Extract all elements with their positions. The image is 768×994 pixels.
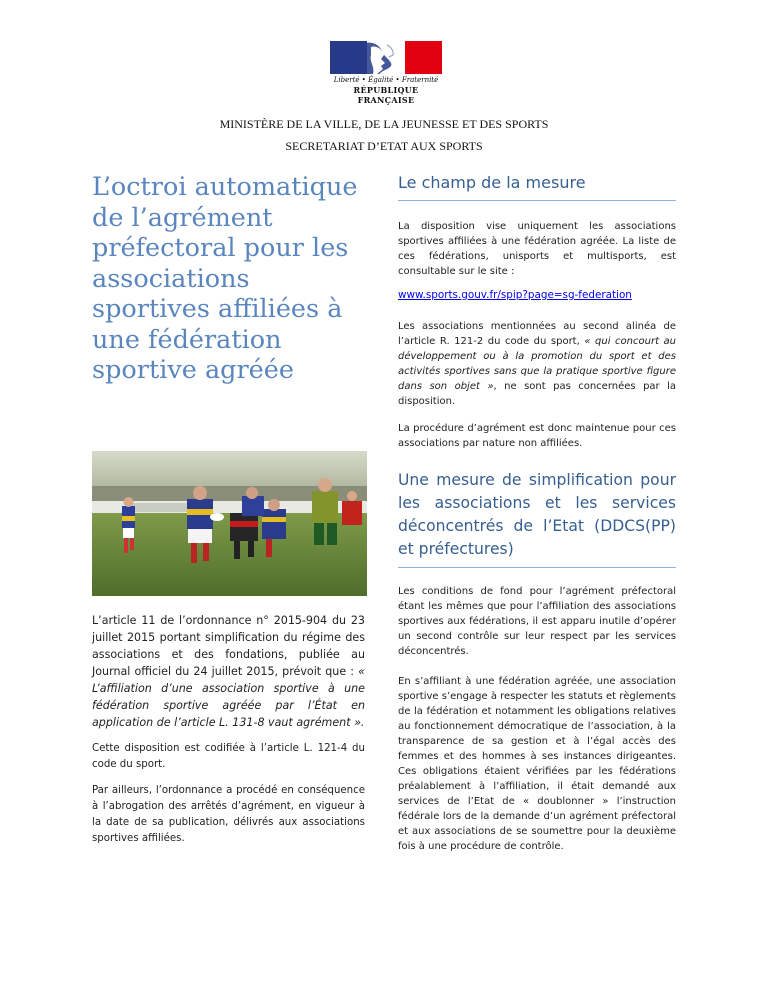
republic-motto: Liberté • Égalité • Fraternité	[333, 76, 439, 84]
ordinance-paragraph	[92, 612, 365, 731]
ministry-name: MINISTÈRE DE LA VILLE, DE LA JEUNESSE ET DES SPORTS	[219, 117, 549, 131]
right-column	[398, 172, 676, 854]
affiliation-paragraph: En s’affiliant à une fédération agréée, une association sportive s’engage à respecter les statuts et règlements de la fédération et notamment les obligations relatives au fonctionnement démocratique de l’association, à la transparence de sa gestion et à l’égal accès des femmes et des hommes à ses instances dirigeantes. Ces obligations étaient vérifiées par les fédérations préalablement à l’affiliation, il était demandé aux services de l’Etat de « doublonner » l’instruction fédérale lors de la demande d’un agrément préfectoral et aux associations de se soumettre pour la deuxième fois à une procédure de contrôle.	[398, 676, 676, 852]
marianne-logo	[330, 41, 442, 105]
document-title: L’octroi automatique de l’agrément préfectoral pour les associations sportives affiliées à une fédération sportive agréée	[92, 172, 358, 385]
scope-paragraph: La disposition vise uniquement les associations sportives affiliées à une fédération agréée. La liste de ces fédérations, unisports et multisports, est consultable sur le site :	[398, 221, 676, 277]
codification-paragraph: Cette disposition est codifiée à l’article L. 121-4 du code du sport.	[92, 743, 365, 770]
abrogation-paragraph: Par ailleurs, l’ordonnance a procédé en conséquence à l’abrogation des arrêtés d’agrément, en vigueur à la date de sa publication, délivrés aux associations sportives affiliées.	[92, 785, 365, 844]
tricolor-flag	[330, 41, 442, 74]
marianne-profile-icon	[361, 41, 409, 74]
excluded-start: Les associations mentionnées au second alinéa de l’article R. 121-2 du code du sport,	[398, 321, 676, 347]
excluded-quote: « qui concourt au développement ou à la promotion du sport et des activités sportives sans que la pratique sportive figure dans son objet »	[398, 336, 676, 392]
federation-list-link[interactable]: www.sports.gouv.fr/spip?page=sg-federation	[398, 289, 632, 301]
ordinance-intro: L’article 11 de l’ordonnance n° 2015-904 du 23 juillet 2015 portant simplification du régime des associations et des fondations, publiée au Journal officiel du 24 juillet 2015, prévoit que :	[92, 614, 365, 678]
secretariat-name: SECRETARIAT D’ETAT AUX SPORTS	[285, 139, 483, 153]
excluded-associations-paragraph	[398, 319, 676, 409]
republic-name: RÉPUBLIQUE FRANÇAISE	[353, 85, 419, 105]
section-heading-simplification: Une mesure de simplification pour les associations et les services déconcentrés de l’Etat (DDCS(PP) et préfectures)	[398, 469, 676, 568]
procedure-paragraph: La procédure d’agrément est donc maintenue pour ces associations par nature non affiliées.	[398, 423, 676, 449]
excluded-end: , ne sont pas concernées par la disposition.	[398, 381, 676, 407]
ordinance-quote: « L’affiliation d’une association sportive à une fédération sportive agréée par l’État en application de l’article L. 131-8 vaut agrément ».	[92, 665, 365, 729]
left-column-text	[92, 612, 365, 857]
rugby-match-photo	[92, 451, 367, 596]
conditions-paragraph: Les conditions de fond pour l’agrément préfectoral étant les mêmes que pour l’affiliation des associations sportives aux fédérations, il est apparu inutile d’opérer un second contrôle sur leur respect par les services déconcentrés.	[398, 586, 676, 657]
section-heading-scope: Le champ de la mesure	[398, 172, 676, 201]
